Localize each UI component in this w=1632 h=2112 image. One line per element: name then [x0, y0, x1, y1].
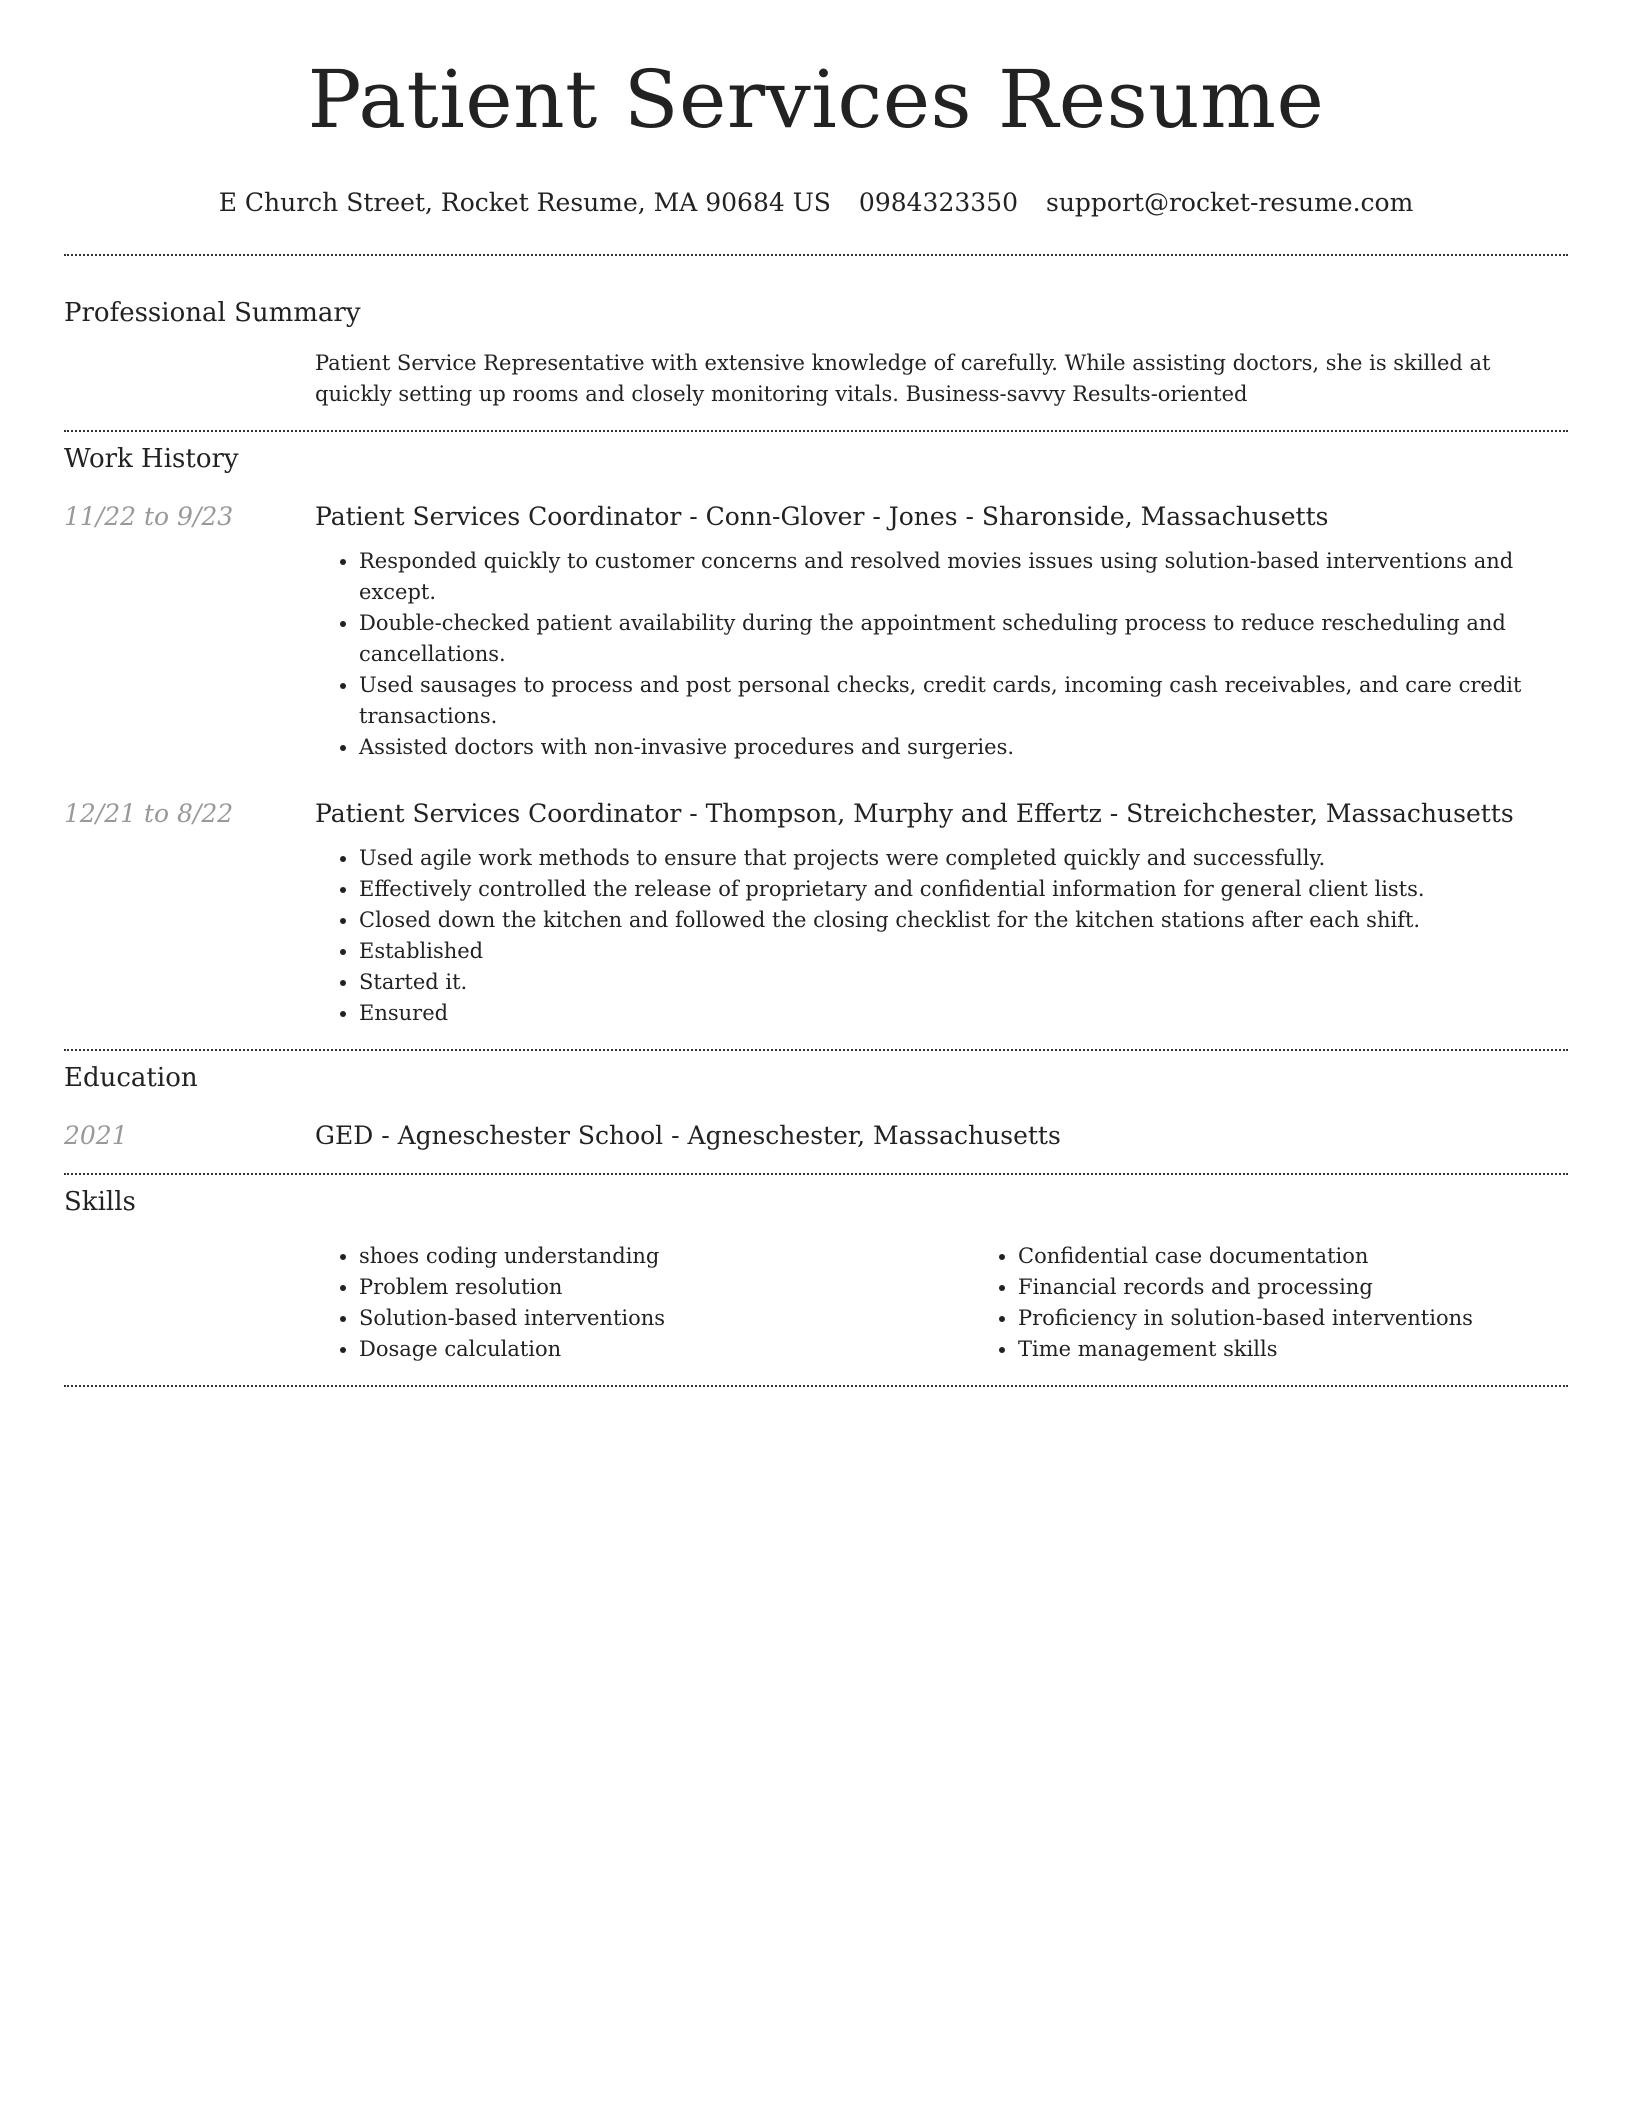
job-bullet: • Used agile work methods to ensure that projects were completed quickly and successfully. — [359, 843, 1568, 874]
header-divider — [64, 254, 1568, 256]
summary-text: Patient Service Representative with extensive knowledge of carefully. While assisting doctors, she is skilled at quickly setting up rooms and closely monitoring vitals. Business-savvy Results-oriented — [315, 351, 1491, 406]
skill-item: • Proficiency in solution-based interventions — [1018, 1303, 1632, 1334]
job-title: Patient Services Coordinator - Conn-Glover - Jones - Sharonside, Massachusetts — [315, 502, 1329, 531]
skill-item: • Dosage calculation — [359, 1334, 974, 1365]
resume-title: Patient Services Resume — [307, 53, 1325, 146]
skills-spacer — [64, 1241, 315, 1365]
job-bullet: • Ensured — [359, 998, 1568, 1029]
skills-list-right — [974, 1241, 1632, 1365]
job-dates: 12/21 to 8/22 — [64, 799, 234, 828]
contact-email: support@rocket-resume.com — [1045, 188, 1414, 217]
skills-heading: Skills — [64, 1187, 136, 1217]
skills-section — [64, 1185, 1568, 1365]
skill-item: • shoes coding understanding — [359, 1241, 974, 1272]
contact-line — [64, 186, 1568, 220]
skills-list-left — [315, 1241, 974, 1365]
job-entry — [64, 500, 1568, 763]
skills-divider — [64, 1385, 1568, 1387]
education-section — [64, 1061, 1568, 1153]
contact-address: E Church Street, Rocket Resume, MA 90684 US — [218, 188, 831, 217]
skill-item: • Solution-based interventions — [359, 1303, 974, 1334]
contact-phone: 0984323350 — [858, 188, 1018, 217]
education-year: 2021 — [64, 1121, 128, 1150]
job-dates: 11/22 to 9/23 — [64, 502, 234, 531]
job-bullets — [315, 843, 1568, 1029]
education-entry — [64, 1119, 1568, 1153]
job-bullet: • Closed down the kitchen and followed the closing checklist for the kitchen stations after each shift. — [359, 905, 1568, 936]
work-history-divider — [64, 1049, 1568, 1051]
education-title: GED - Agneschester School - Agneschester, Massachusetts — [315, 1121, 1061, 1150]
job-bullet: • Started it. — [359, 967, 1568, 998]
skill-item: • Confidential case documentation — [1018, 1241, 1632, 1272]
job-bullet: • Responded quickly to customer concerns and resolved movies issues using solution-based interventions and except. — [359, 546, 1568, 608]
summary-spacer — [64, 348, 315, 410]
skill-item: • Financial records and processing — [1018, 1272, 1632, 1303]
job-title: Patient Services Coordinator - Thompson, Murphy and Effertz - Streichchester, Massachusetts — [315, 799, 1514, 828]
job-bullets — [315, 546, 1568, 763]
job-bullet: • Assisted doctors with non-invasive procedures and surgeries. — [359, 732, 1568, 763]
job-bullet: • Established — [359, 936, 1568, 967]
skill-item: • Time management skills — [1018, 1334, 1632, 1365]
skill-item: • Problem resolution — [359, 1272, 974, 1303]
work-history-heading: Work History — [64, 444, 239, 474]
summary-divider — [64, 430, 1568, 432]
job-bullet: • Used sausages to process and post personal checks, credit cards, incoming cash receivables, and care credit transactions. — [359, 670, 1568, 732]
education-divider — [64, 1173, 1568, 1175]
summary-section — [64, 296, 1568, 410]
job-bullet: • Double-checked patient availability during the appointment scheduling process to reduce rescheduling and cancellations. — [359, 608, 1568, 670]
work-history-section — [64, 442, 1568, 1029]
education-heading: Education — [64, 1063, 198, 1093]
job-entry — [64, 797, 1568, 1029]
summary-heading: Professional Summary — [64, 298, 361, 328]
job-bullet: • Effectively controlled the release of proprietary and confidential information for general client lists. — [359, 874, 1568, 905]
